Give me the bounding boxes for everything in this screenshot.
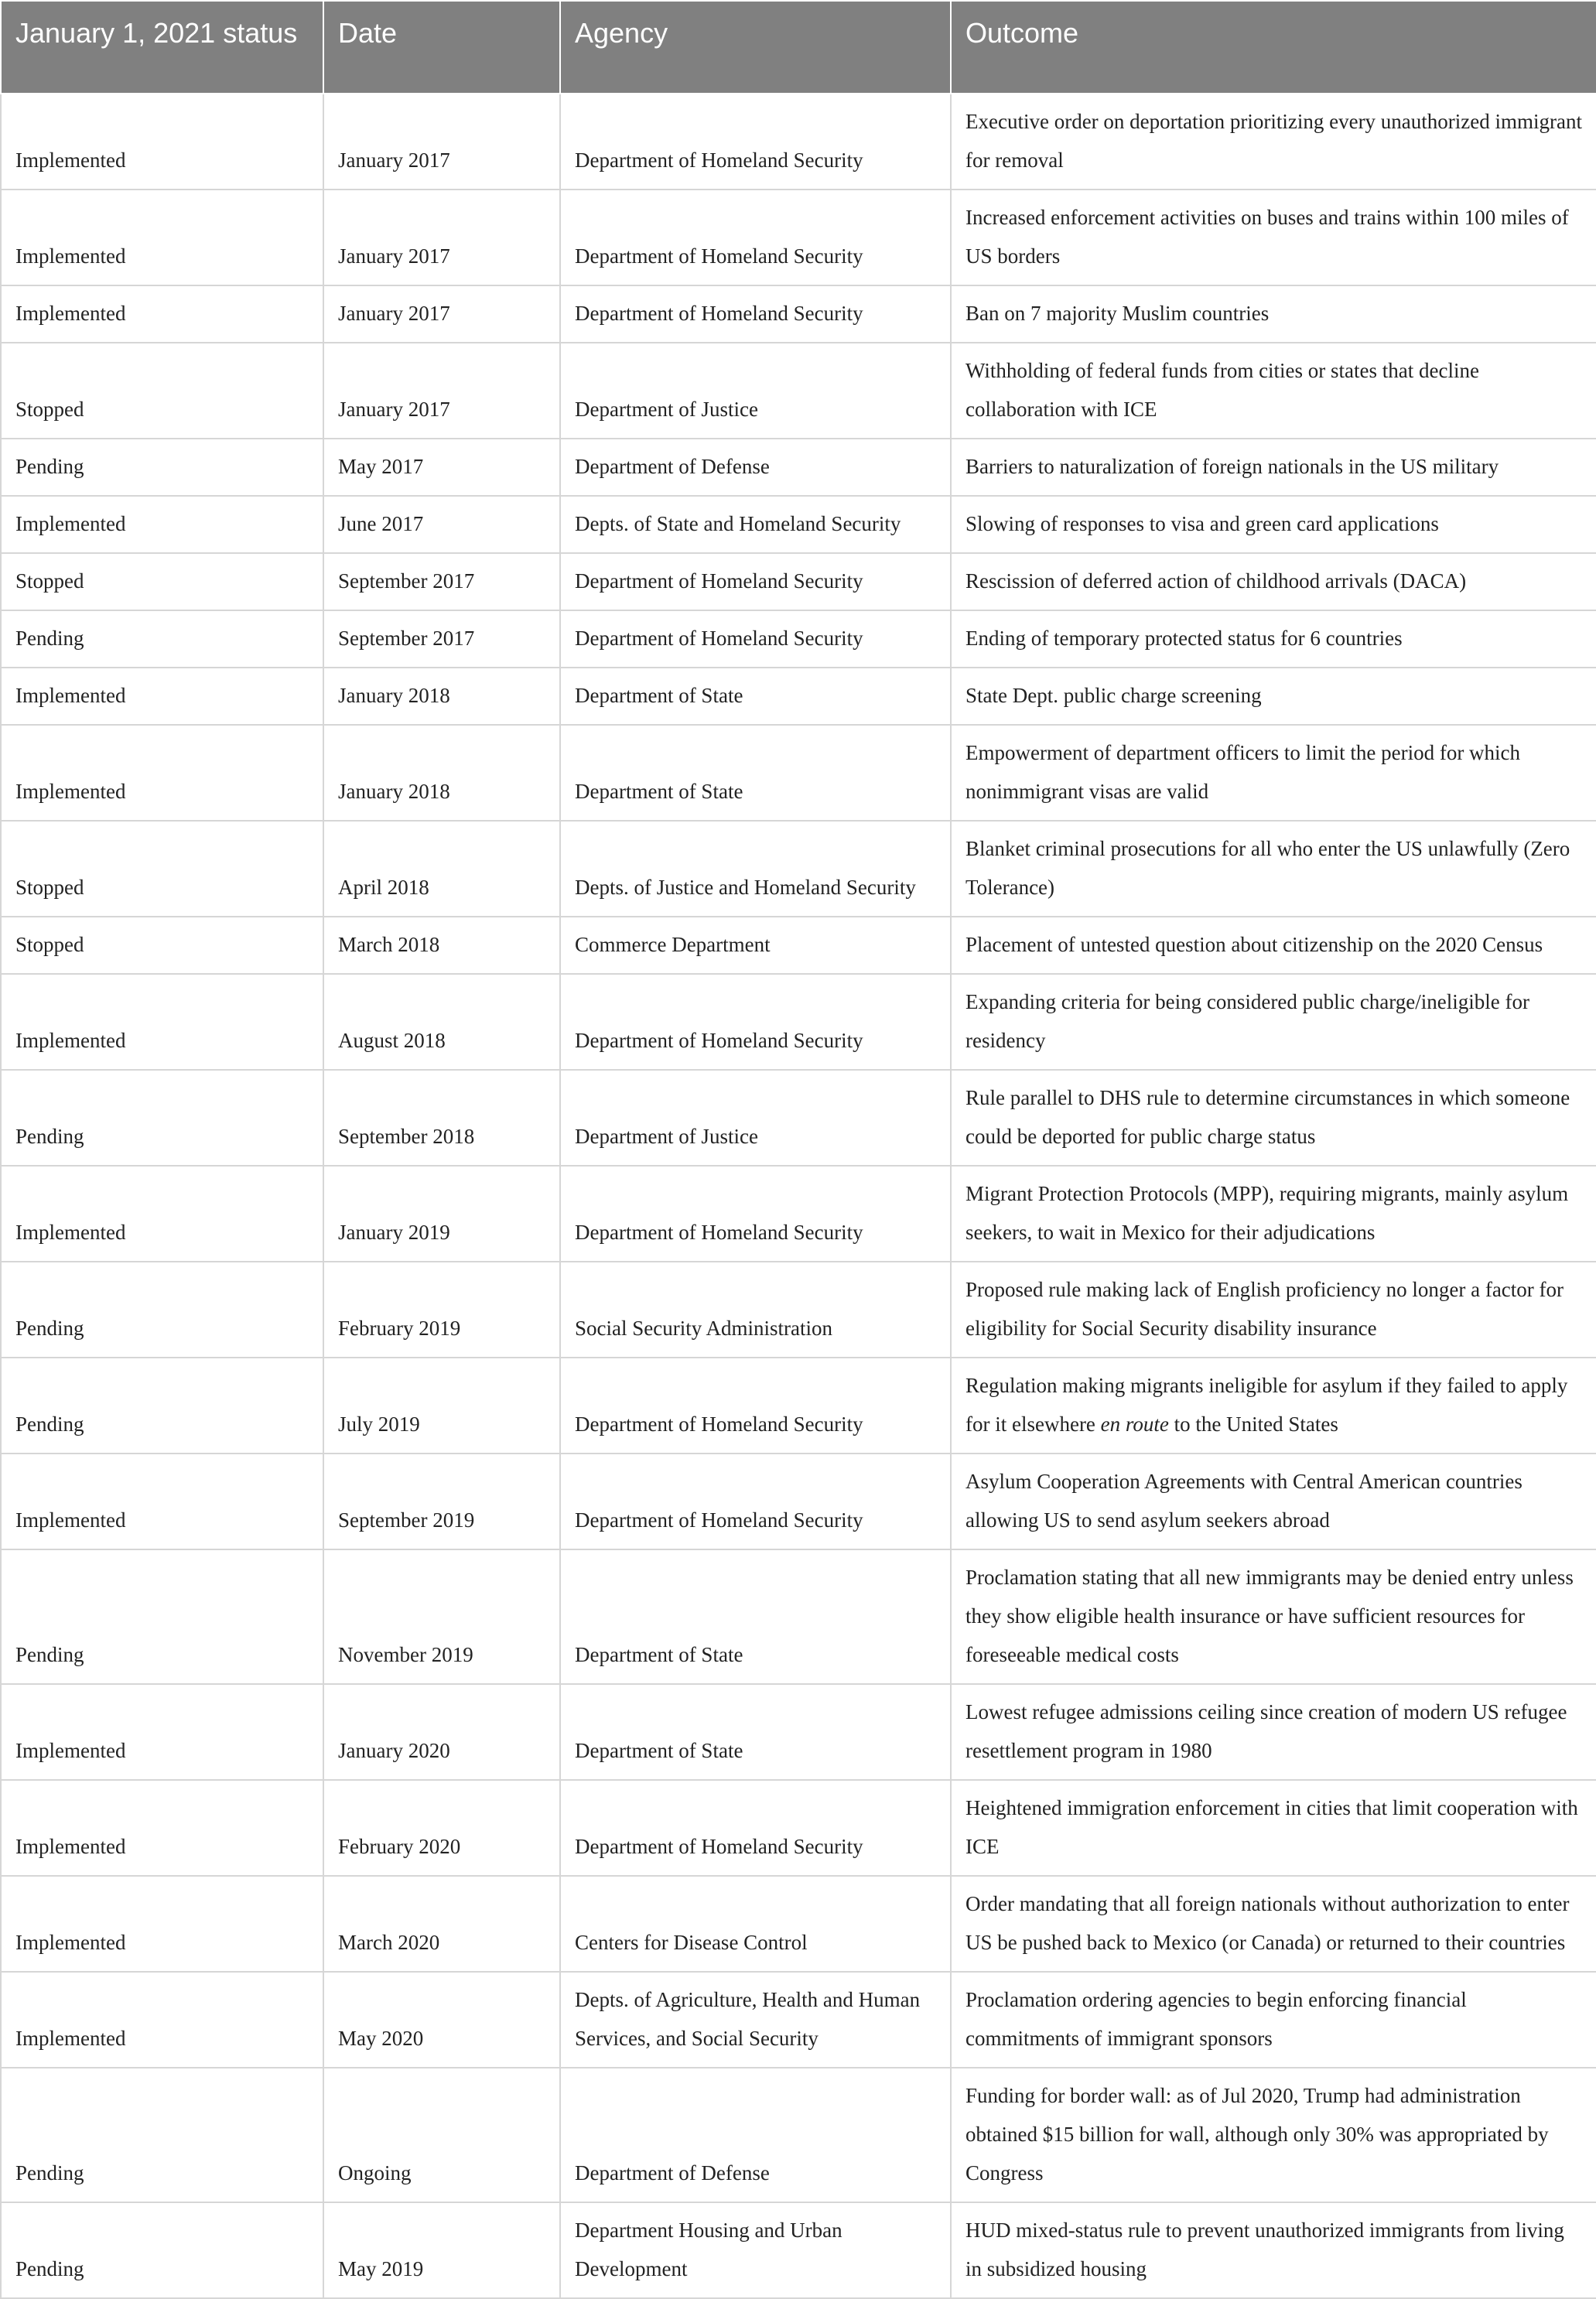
status-cell: Implemented: [1, 1972, 323, 2068]
status-cell: Pending: [1, 2068, 323, 2202]
emphasis-text: en route: [1100, 1413, 1169, 1436]
status-cell: Implemented: [1, 1780, 323, 1876]
agency-cell: Department of Homeland Security: [560, 1166, 951, 1262]
agency-cell: Department of Homeland Security: [560, 974, 951, 1070]
header-outcome: Outcome: [951, 1, 1596, 94]
date-cell: May 2020: [323, 1972, 560, 2068]
agency-cell: Depts. of State and Homeland Security: [560, 496, 951, 553]
date-cell: February 2020: [323, 1780, 560, 1876]
status-cell: Stopped: [1, 343, 323, 439]
outcome-cell: Rule parallel to DHS rule to determine circumstances in which someone could be deported for public charge status: [951, 1070, 1596, 1166]
status-cell: Pending: [1, 1262, 323, 1358]
status-cell: Pending: [1, 2202, 323, 2298]
table-row: [1, 821, 1596, 917]
outcome-cell: Empowerment of department officers to limit the period for which nonimmigrant visas are valid: [951, 725, 1596, 821]
date-cell: November 2019: [323, 1549, 560, 1684]
header-status: January 1, 2021 status: [1, 1, 323, 94]
table-row: [1, 610, 1596, 668]
date-cell: March 2018: [323, 917, 560, 974]
date-cell: September 2018: [323, 1070, 560, 1166]
outcome-cell: Withholding of federal funds from cities or states that decline collaboration with ICE: [951, 343, 1596, 439]
outcome-cell: Barriers to naturalization of foreign nationals in the US military: [951, 439, 1596, 496]
outcome-cell: Proclamation stating that all new immigrants may be denied entry unless they show eligible health insurance or have sufficient resources for foreseeable medical costs: [951, 1549, 1596, 1684]
agency-cell: Department of Homeland Security: [560, 610, 951, 668]
header-date: Date: [323, 1, 560, 94]
outcome-cell: Slowing of responses to visa and green card applications: [951, 496, 1596, 553]
outcome-cell: Increased enforcement activities on buses and trains within 100 miles of US borders: [951, 190, 1596, 285]
date-cell: January 2018: [323, 725, 560, 821]
status-cell: Stopped: [1, 917, 323, 974]
date-cell: September 2019: [323, 1454, 560, 1549]
agency-cell: Department of Homeland Security: [560, 1780, 951, 1876]
table-row: [1, 553, 1596, 610]
status-cell: Implemented: [1, 496, 323, 553]
outcome-cell: Ban on 7 majority Muslim countries: [951, 285, 1596, 343]
table-row: [1, 725, 1596, 821]
table-row: [1, 1549, 1596, 1684]
agency-cell: Commerce Department: [560, 917, 951, 974]
date-cell: May 2017: [323, 439, 560, 496]
outcome-cell: HUD mixed-status rule to prevent unauthorized immigrants from living in subsidized housing: [951, 2202, 1596, 2298]
header-agency: Agency: [560, 1, 951, 94]
agency-cell: Department of Defense: [560, 2068, 951, 2202]
table-row: [1, 668, 1596, 725]
table-row: [1, 496, 1596, 553]
status-cell: Implemented: [1, 190, 323, 285]
agency-cell: Department of Justice: [560, 343, 951, 439]
agency-cell: Social Security Administration: [560, 1262, 951, 1358]
table-row: [1, 285, 1596, 343]
table-row: [1, 1972, 1596, 2068]
date-cell: January 2017: [323, 190, 560, 285]
table-row: [1, 439, 1596, 496]
table-header: [1, 1, 1596, 94]
date-cell: September 2017: [323, 610, 560, 668]
table-row: [1, 1262, 1596, 1358]
outcome-cell: Proclamation ordering agencies to begin enforcing financial commitments of immigrant sponsors: [951, 1972, 1596, 2068]
outcome-cell: Proposed rule making lack of English proficiency no longer a factor for eligibility for Social Security disability insurance: [951, 1262, 1596, 1358]
agency-cell: Depts. of Agriculture, Health and Human Services, and Social Security: [560, 1972, 951, 2068]
outcome-cell: Rescission of deferred action of childhood arrivals (DACA): [951, 553, 1596, 610]
outcome-cell: Blanket criminal prosecutions for all who enter the US unlawfully (Zero Tolerance): [951, 821, 1596, 917]
outcome-cell: Order mandating that all foreign nationals without authorization to enter US be pushed back to Mexico (or Canada) or returned to their countries: [951, 1876, 1596, 1972]
status-cell: Pending: [1, 610, 323, 668]
status-cell: Implemented: [1, 668, 323, 725]
table-body: [1, 94, 1596, 2298]
table-row: [1, 1876, 1596, 1972]
outcome-cell: Migrant Protection Protocols (MPP), requiring migrants, mainly asylum seekers, to wait in Mexico for their adjudications: [951, 1166, 1596, 1262]
agency-cell: Department of Homeland Security: [560, 285, 951, 343]
status-cell: Pending: [1, 1549, 323, 1684]
table-row: [1, 1166, 1596, 1262]
table-row: [1, 917, 1596, 974]
outcome-cell: Executive order on deportation prioritizing every unauthorized immigrant for removal: [951, 94, 1596, 190]
agency-cell: Department of State: [560, 668, 951, 725]
outcome-cell: Asylum Cooperation Agreements with Central American countries allowing US to send asylum seekers abroad: [951, 1454, 1596, 1549]
agency-cell: Department of Justice: [560, 1070, 951, 1166]
status-cell: Implemented: [1, 1684, 323, 1780]
date-cell: March 2020: [323, 1876, 560, 1972]
date-cell: January 2017: [323, 94, 560, 190]
status-cell: Stopped: [1, 553, 323, 610]
agency-cell: Department of Homeland Security: [560, 1454, 951, 1549]
status-cell: Implemented: [1, 1166, 323, 1262]
date-cell: January 2020: [323, 1684, 560, 1780]
status-cell: Pending: [1, 439, 323, 496]
date-cell: May 2019: [323, 2202, 560, 2298]
table-row: [1, 2202, 1596, 2298]
status-cell: Pending: [1, 1358, 323, 1454]
date-cell: August 2018: [323, 974, 560, 1070]
agency-cell: Department Housing and Urban Development: [560, 2202, 951, 2298]
status-cell: Stopped: [1, 821, 323, 917]
table-row: [1, 2068, 1596, 2202]
table-row: [1, 1358, 1596, 1454]
table-row: [1, 974, 1596, 1070]
outcome-cell: Placement of untested question about citizenship on the 2020 Census: [951, 917, 1596, 974]
outcome-cell: Regulation making migrants ineligible for asylum if they failed to apply for it elsewhere en route to the United States: [951, 1358, 1596, 1454]
table-row: [1, 1684, 1596, 1780]
date-cell: January 2017: [323, 285, 560, 343]
agency-cell: Department of Homeland Security: [560, 1358, 951, 1454]
date-cell: January 2018: [323, 668, 560, 725]
agency-cell: Department of State: [560, 725, 951, 821]
agency-cell: Department of Homeland Security: [560, 94, 951, 190]
status-cell: Implemented: [1, 94, 323, 190]
table-row: [1, 1780, 1596, 1876]
date-cell: January 2019: [323, 1166, 560, 1262]
date-cell: February 2019: [323, 1262, 560, 1358]
outcome-cell: Ending of temporary protected status for 6 countries: [951, 610, 1596, 668]
agency-cell: Department of Homeland Security: [560, 553, 951, 610]
agency-cell: Depts. of Justice and Homeland Security: [560, 821, 951, 917]
table-row: [1, 1070, 1596, 1166]
date-cell: July 2019: [323, 1358, 560, 1454]
date-cell: June 2017: [323, 496, 560, 553]
status-cell: Implemented: [1, 1454, 323, 1549]
agency-cell: Department of State: [560, 1684, 951, 1780]
agency-cell: Department of Homeland Security: [560, 190, 951, 285]
outcome-cell: Funding for border wall: as of Jul 2020, Trump had administration obtained $15 billion for wall, although only 30% was appropriated by Congress: [951, 2068, 1596, 2202]
status-cell: Pending: [1, 1070, 323, 1166]
date-cell: September 2017: [323, 553, 560, 610]
table-row: [1, 190, 1596, 285]
date-cell: April 2018: [323, 821, 560, 917]
status-cell: Implemented: [1, 725, 323, 821]
agency-cell: Department of Defense: [560, 439, 951, 496]
table-row: [1, 343, 1596, 439]
status-cell: Implemented: [1, 285, 323, 343]
status-cell: Implemented: [1, 974, 323, 1070]
date-cell: January 2017: [323, 343, 560, 439]
status-cell: Implemented: [1, 1876, 323, 1972]
header-row: [1, 1, 1596, 94]
agency-cell: Centers for Disease Control: [560, 1876, 951, 1972]
outcome-cell: Lowest refugee admissions ceiling since creation of modern US refugee resettlement program in 1980: [951, 1684, 1596, 1780]
outcome-cell: Heightened immigration enforcement in cities that limit cooperation with ICE: [951, 1780, 1596, 1876]
table-row: [1, 94, 1596, 190]
outcome-cell: State Dept. public charge screening: [951, 668, 1596, 725]
agency-cell: Department of State: [560, 1549, 951, 1684]
date-cell: Ongoing: [323, 2068, 560, 2202]
table-row: [1, 1454, 1596, 1549]
outcome-cell: Expanding criteria for being considered public charge/ineligible for residency: [951, 974, 1596, 1070]
